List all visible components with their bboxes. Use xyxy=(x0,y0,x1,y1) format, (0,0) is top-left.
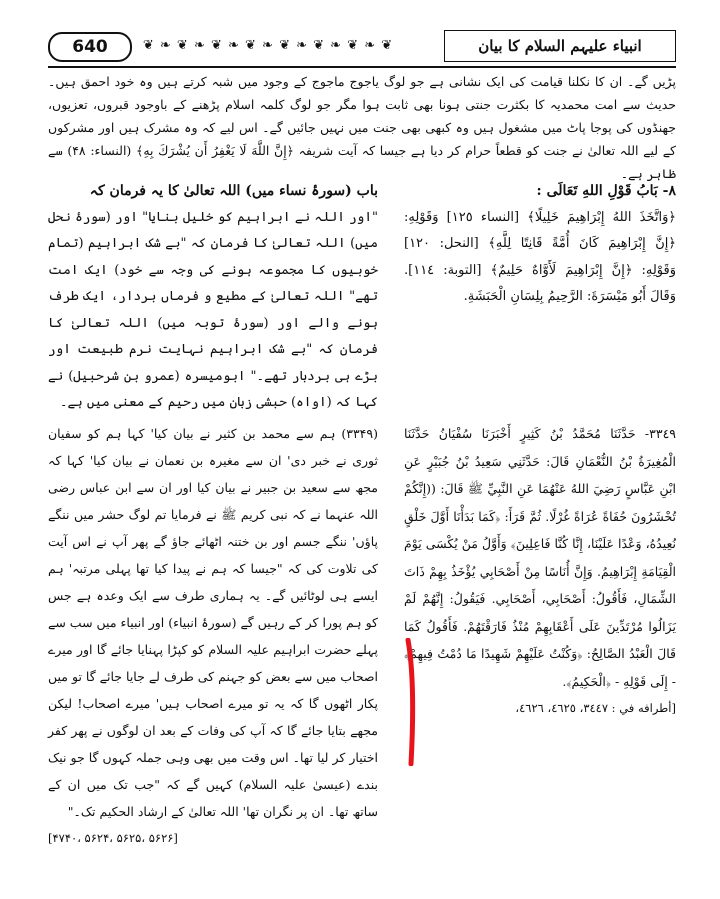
page-header xyxy=(48,30,676,64)
running-title: انبیاء علیہم السلام کا بیان xyxy=(444,30,676,62)
hadith-arabic xyxy=(404,420,676,723)
intro-paragraph: پڑیں گے۔ ان کا نکلنا قیامت کی ایک نشانی ہے جو لوگ یاجوج ماجوج کے وجود میں شبہ کرتے ہیں وہ خود احمق ہیں۔ حدیث سے امت محمدیہ کا بکثرت جنتی ہونا بھی ثابت ہوا مگر جو لوگ کلمہ اسلام پڑھنے کے باوجود قبروں، تعزیوں، جھنڈوں کی پوجا پاٹ میں مشغول ہیں وہ کبھی بھی جنت میں نہیں جائیں گے۔ اس لیے کہ وہ مشرک ہیں اور مشرکوں کے لیے اللہ تعالیٰ نے جنت کو قطعاً حرام کر دیا ہے جیسا کہ آیت شریفہ ﴿إِنَّ اللَّهَ لَا يَغْفِرُ أَن يُشْرَكَ بِهِ﴾ (النساء: ۴۸) سے ظاہر ہے۔ xyxy=(48,74,677,181)
chapter-arabic xyxy=(404,178,676,311)
chapter-arabic-body: ﴿وَاتَّخَذَ اللهُ إِبْرَاهِيمَ خَلِيلًا﴾ [النساء ١٢٥] وَقَوْلِهِ: ﴿إِنَّ إِبْرَاهِيمَ كَانَ أُمَّةً قَانِتًا لِلَّهِ﴾ [النحل: ١٢٠] وَقَوْلِهِ: ﴿إِنَّ إِبْرَاهِيمَ لَأَوَّاهٌ حَلِيمٌ﴾ [التوبة: ١١٤]. وَقَالَ أَبُو مَيْسَرَةَ: الرَّحِيمُ بِلِسَانِ الْحَبَشَةِ. xyxy=(404,209,676,304)
red-annotation-mark xyxy=(404,638,418,766)
hadith-urdu-references: [۴۷۴۰، ۵۶۲۴، ۵۶۲۵، ۵۶۲۶] xyxy=(48,831,178,845)
chapter-arabic-heading: ٨- بَابُ قَوْلِ اللهِ تَعَالَى : xyxy=(536,183,676,199)
decorative-ornament: ❦ ❧ ❦ ❧ ❦ ❧ ❦ ❧ ❦ ❧ ❦ ❧ ❦ ❧ ❦ xyxy=(142,38,394,53)
chapter-urdu xyxy=(48,178,378,417)
hadith-urdu xyxy=(48,420,378,852)
hadith-urdu-text: (۳۳۴۹) ہم سے محمد بن کثیر نے بیان کیا' کہا ہم کو سفیان ثوری نے خبر دی' ان سے مغیرہ بن نعمان نے بیان کیا' کہا کہ مجھ سے سعید بن جبیر نے بیان کیا اور ان سے ابن عباس رضی اللہ عنہما نے کہ نبی کریم ﷺ نے فرمایا تم لوگ حشر میں ننگے پاؤں' ننگے جسم اور بن ختنہ اٹھائے جاؤ گے پھر آپ نے اس آیت کی تلاوت کی کہ "جیسا کہ ہم نے پیدا کیا تھا پہلی مرتبہ' ہم ایسے ہی لوٹائیں گے۔ یہ ہماری طرف سے ایک وعدہ ہے جس کو ہم پورا کر کے رہیں گے (سورۂ انبیاء) اور انبیاء میں سب سے پہلے حضرت ابراہیم علیہ السلام کو کپڑا پہنایا جائے گا اور میرے اصحاب میں سے بعض کو جہنم کی طرف لے جایا جائے گا تو میں پکار اٹھوں گا کہ یہ تو میرے اصحاب ہیں' میرے اصحاب! لیکن مجھے بتایا جائے گا کہ آپ کی وفات کے بعد ان لوگوں نے پھر کفر اختیار کر لیا تھا۔ اس وقت میں بھی وہی جملہ کہوں گا جو نیک بندے (عیسیٰ علیہ السلام) کہیں گے کہ "جب تک میں ان کے ساتھ تھا۔ ان پر نگران تھا' اللہ تعالیٰ کے ارشاد الحکیم تک۔" xyxy=(48,426,378,819)
page-number: 640 xyxy=(48,32,132,62)
header-rule xyxy=(48,66,676,68)
hadith-arabic-text: ٣٣٤٩- حَدَّثَنَا مُحَمَّدُ بْنُ كَثِيرٍ أَخْبَرَنَا سُفْيَانُ حَدَّثَنَا الْمُغِيرَةُ بْنُ النُّعْمَانِ قَالَ: حَدَّثَنِي سَعِيدُ بْنُ جُبَيْرٍ عَنِ ابْنِ عَبَّاسٍ رَضِيَ اللهُ عَنْهُمَا عَنِ النَّبِيِّ ﷺ قَالَ: ((إِنَّكُمْ تُحْشَرُونَ حُفَاةً عُرَاةً غُرْلًا. ثُمَّ قَرَأَ: ﴿كَمَا بَدَأْنَا أَوَّلَ خَلْقٍ نُعِيدُهُ، وَعْدًا عَلَيْنَا، إِنَّا كُنَّا فَاعِلِينَ﴾ وَأَوَّلُ مَنْ يُكْسَى يَوْمَ الْقِيَامَةِ إِبْرَاهِيمُ. وَإِنَّ أُنَاسًا مِنْ أَصْحَابِي يُؤْخَذُ بِهِمْ ذَاتَ الشِّمَالِ، فَأَقُولُ: أَصْحَابِي، أَصْحَابِي. فَيَقُولُ: إِنَّهُمْ لَمْ يَزَالُوا مُرْتَدِّينَ عَلَى أَعْقَابِهِمْ مُنْذُ فَارَقْتَهُمْ. فَأَقُولُ كَمَا قَالَ الْعَبْدُ الصَّالِحُ: ﴿وَكُنْتُ عَلَيْهِمْ شَهِيدًا مَا دُمْتُ فِيهِمْ﴾ - إِلَى قَوْلِهِ - ﴿الْحَكِيمُ﴾. xyxy=(404,426,676,689)
hadith-arabic-references: [أطرافه في : ٣٤٤٧، ٤٦٢٥، ٤٦٢٦، xyxy=(515,701,676,715)
chapter-urdu-body: "اور اللہ نے ابراہیم کو خلیل بنایا" اور (سورۂ نحل میں) اللہ تعالیٰ کا فرمان کہ "بے شک ابراہیم (تمام خوبیوں کا مجموعہ ہونے کی وجہ سے خود) ایک امت تھے" اللہ تعالیٰ کے مطیع و فرماں بردار، ایک طرف ہونے والے اور (سورۂ توبہ میں) اللہ تعالیٰ کا فرمان کہ "بے شک ابراہیم نہایت نرم طبیعت اور بڑے ہی بردبار تھے۔" ابومیسرہ (عمرو بن شرحبیل) نے کہا کہ (اواہ) حبشی زبان میں رحیم کے معنی میں ہے۔ xyxy=(48,209,378,410)
chapter-urdu-heading: باب (سورۂ نساء میں) اللہ تعالیٰ کا یہ فرمان کہ xyxy=(89,183,378,199)
